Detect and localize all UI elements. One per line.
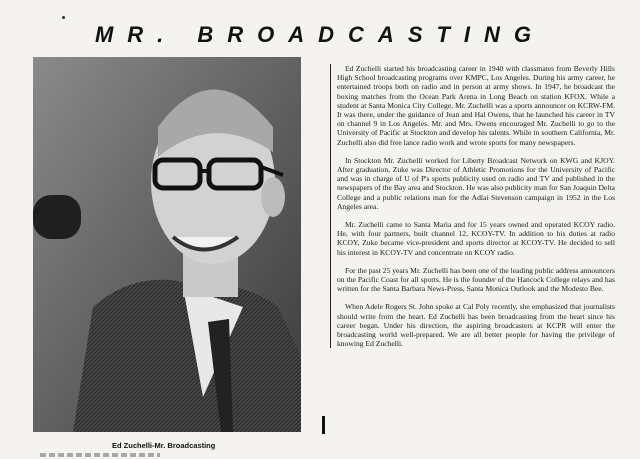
article-paragraph: Ed Zuchelli started his broadcasting career in 1940 with classmates from Beverly Hills High School broadcasting programs over KMPC, Los Angeles. During his army career, he entertained troops both on radio and in person at army shows. In 1947, he broadcast the boxing matches from the Ocean Park Arena in Long Beach on station KFOX. While a student at Santa Monica City College, Mr. Zuchelli was a sports announcer on KCRW-FM. It was there, under the guidance of Jean and Hal Owens, that he launched his career in TV on channel 9 in Los Angeles. Mr. and Mrs. Owens encouraged Mr. Zuchelli to go to the University of Pacific at Stockton and develop his talents. While in southern California, Mr. Zuchelli also did free lance radio work and wrote sports for many newspapers. (337, 64, 615, 147)
margin-bar (322, 416, 325, 434)
portrait-illustration (33, 57, 301, 432)
article-paragraph: When Adele Rogers St. John spoke at Cal Poly recently, she emphasized that journalists should write from the heart. Ed Zuchelli has been broadcasting from the heart since his career began. Under his direction, the aspiring broadcasters at KCPR will enter the broadcasting world well-prepared. We are all better people for having the privilege of knowing Ed Zuchelli. (337, 302, 615, 349)
portrait-photo (33, 57, 301, 432)
footer-print-fragment (40, 453, 160, 457)
print-speck (62, 16, 65, 19)
article-paragraph: For the past 25 years Mr. Zuchelli has been one of the leading public address announcers on the Pacific Coast for all sports. He is the founder of the Hancock College relays and has written for the Santa Barbara News-Press, Santa Monica Outlook and the Modesto Bee. (337, 265, 615, 294)
photo-caption: Ed Zuchelli-Mr. Broadcasting (112, 441, 216, 450)
page-title: MR. BROADCASTING (94, 22, 546, 47)
article-paragraph: In Stockton Mr. Zuchelli worked for Liberty Broadcast Network on KWG and KJOY. After graduation, Zuke was Director of Athletic Promotions for the University of Pacific and was in charge of U of P's sports publicity used on radio and TV and published in the newspapers of the Bay area and Stockton. He was also publicity man for San Joaquin Delta College and a public relations man for the Adlai Stevenson campaign in 1952 in the Los Angeles area. (337, 155, 615, 211)
article-paragraph: Mr. Zuchelli came to Santa Maria and for 15 years owned and operated KCOY radio. He, with four partners, built channel 12, KCOY-TV. In addition to his duties at radio KCOY, Zuke became vice-president and sports director at KCOY-TV. He decided to sell his interest in KCOY-TV and concentrate on KCOY radio. (337, 220, 615, 257)
article-body (330, 64, 615, 348)
